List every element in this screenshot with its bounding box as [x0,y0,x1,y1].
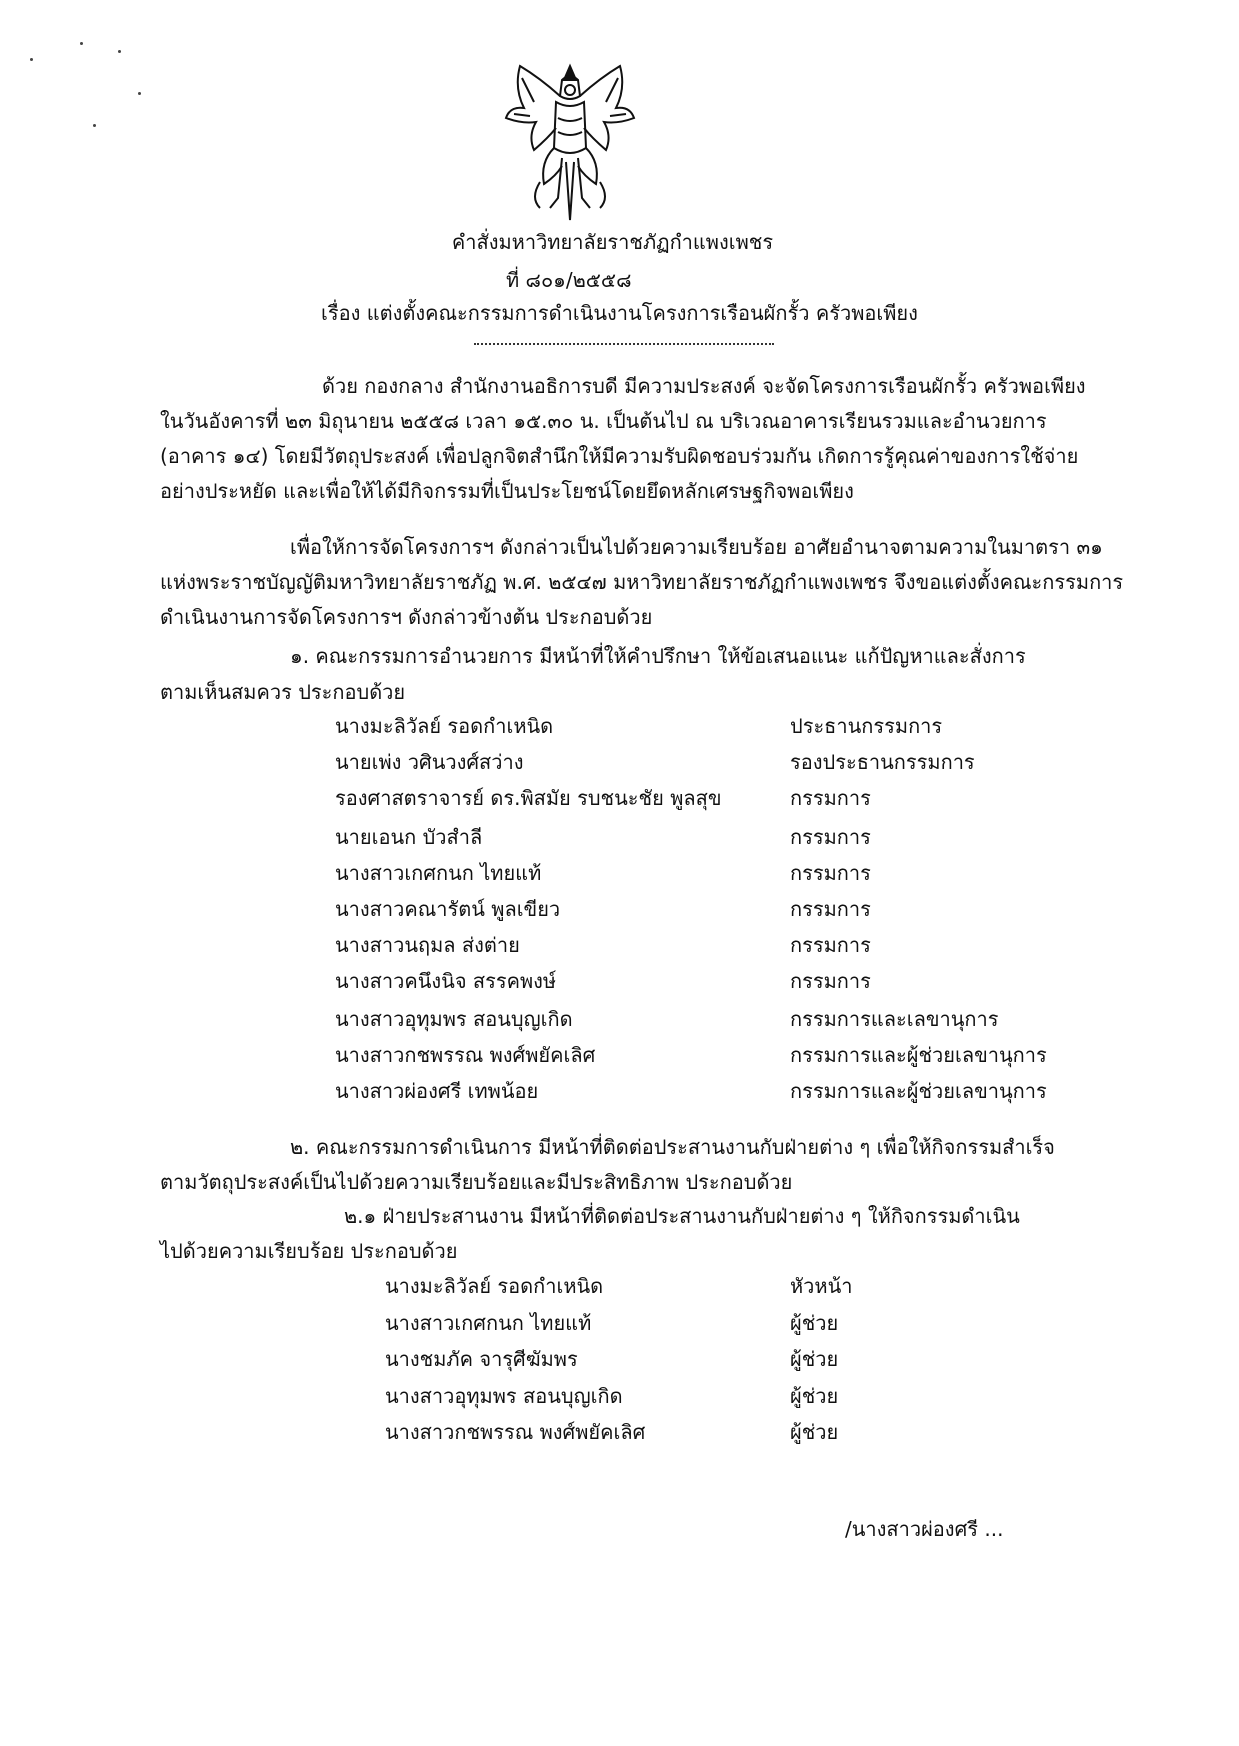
member-name: นายเพ่ง วศินวงศ์สว่าง [335,750,524,774]
member-role: กรรมการ [790,825,871,849]
member-name: นางสาวคนึงนิจ สรรคพงษ์ [335,969,557,993]
member-name: นายเอนก บัวสำลี [335,825,483,849]
member-role: ผู้ช่วย [790,1384,839,1408]
scan-speck [30,58,33,61]
section1-heading-cont: ตามเห็นสมควร ประกอบด้วย [160,680,406,704]
scan-speck [118,50,121,53]
member-name: รองศาสตราจารย์ ดร.พิสมัย รบชนะชัย พูลสุข [335,786,722,810]
intro-p2-line3: ดำเนินงานการจัดโครงการฯ ดังกล่าวข้างต้น ประกอบด้วย [160,605,653,629]
member-role: ผู้ช่วย [790,1420,839,1444]
order-number: ที่ ๘๐๑/๒๕๕๘ [506,268,632,292]
member-name: นางสาวผ่องศรี เทพน้อย [335,1079,539,1103]
dotted-divider [474,343,774,345]
intro-p2-line2: แห่งพระราชบัญญัติมหาวิทยาลัยราชภัฏ พ.ศ. ๒๕๔๗ มหาวิทยาลัยราชภัฏกำแพงเพชร จึงขอแต่งตั้งคณะกรรมการ [160,570,1124,594]
scan-speck [80,42,83,45]
section1-heading: ๑. คณะกรรมการอำนวยการ มีหน้าที่ให้คำปรึกษา ให้ข้อเสนอแนะ แก้ปัญหาและสั่งการ [290,644,1026,668]
member-role: กรรมการและเลขานุการ [790,1007,999,1031]
intro-p1-line1: ด้วย กองกลาง สำนักงานอธิการบดี มีความประสงค์ จะจัดโครงการเรือนผักรั้ว ครัวพอเพียง [322,374,1086,398]
member-role: กรรมการ [790,933,871,957]
member-role: กรรมการ [790,897,871,921]
member-role: หัวหน้า [790,1274,853,1298]
scan-speck [138,92,141,95]
member-role: กรรมการ [790,786,871,810]
member-role: ผู้ช่วย [790,1347,839,1371]
member-role: กรรมการและผู้ช่วยเลขานุการ [790,1043,1047,1067]
member-role: กรรมการและผู้ช่วยเลขานุการ [790,1079,1047,1103]
intro-p1-line2: ในวันอังคารที่ ๒๓ มิถุนายน ๒๕๕๘ เวลา ๑๕.๓๐ น. เป็นต้นไป ณ บริเวณอาคารเรียนรวมและอำนวยการ [160,409,1047,433]
member-name: นางมะลิวัลย์ รอดกำเหนิด [385,1274,604,1298]
member-name: นางสาวอุทุมพร สอนบุญเกิด [335,1007,573,1031]
member-name: นางสาวกชพรรณ พงศ์พยัคเลิศ [385,1420,646,1444]
scan-speck [93,124,96,127]
member-role: ผู้ช่วย [790,1311,839,1335]
garuda-emblem [500,58,640,228]
intro-p1-line4: อย่างประหยัด และเพื่อให้ได้มีกิจกรรมที่เป็นประโยชน์โดยยึดหลักเศรษฐกิจพอเพียง [160,479,854,503]
member-name: นางสาวกชพรรณ พงศ์พยัคเลิศ [335,1043,596,1067]
section2-heading-cont: ตามวัตถุประสงค์เป็นไปด้วยความเรียบร้อยและมีประสิทธิภาพ ประกอบด้วย [160,1170,793,1194]
order-subject: เรื่อง แต่งตั้งคณะกรรมการดำเนินงานโครงการเรือนผักรั้ว ครัวพอเพียง [321,301,918,325]
member-role: กรรมการ [790,969,871,993]
continuation-note: /นางสาวผ่องศรี ... [845,1517,1004,1541]
member-name: นางสาวเกศกนก ไทยแท้ [385,1311,592,1335]
member-role: กรรมการ [790,861,871,885]
member-role: รองประธานกรรมการ [790,750,975,774]
member-name: นางสาวเกศกนก ไทยแท้ [335,861,542,885]
member-name: นางสาวคณารัตน์ พูลเขียว [335,897,561,921]
member-name: นางสาวอุทุมพร สอนบุญเกิด [385,1384,623,1408]
member-role: ประธานกรรมการ [790,714,943,738]
section2-1-heading: ๒.๑ ฝ่ายประสานงาน มีหน้าที่ติดต่อประสานงานกับฝ่ายต่าง ๆ ให้กิจกรรมดำเนิน [344,1204,1020,1228]
intro-p1-line3: (อาคาร ๑๔) โดยมีวัตถุประสงค์ เพื่อปลูกจิตสำนึกให้มีความรับผิดชอบร่วมกัน เกิดการรู้คุณค่าของการใช้จ่าย [160,444,1079,468]
section2-heading: ๒. คณะกรรมการดำเนินการ มีหน้าที่ติดต่อประสานงานกับฝ่ายต่าง ๆ เพื่อให้กิจกรรมสำเร็จ [290,1135,1055,1159]
member-name: นางชมภัค จารุศีฆัมพร [385,1347,578,1371]
intro-p2-line1: เพื่อให้การจัดโครงการฯ ดังกล่าวเป็นไปด้วยความเรียบร้อย อาศัยอำนาจตามความในมาตรา ๓๑ [290,535,1103,559]
member-name: นางสาวนฤมล ส่งต่าย [335,933,520,957]
member-name: นางมะลิวัลย์ รอดกำเหนิด [335,714,554,738]
order-title: คำสั่งมหาวิทยาลัยราชภัฏกำแพงเพชร [451,230,774,254]
section2-1-heading-cont: ไปด้วยความเรียบร้อย ประกอบด้วย [160,1239,458,1263]
